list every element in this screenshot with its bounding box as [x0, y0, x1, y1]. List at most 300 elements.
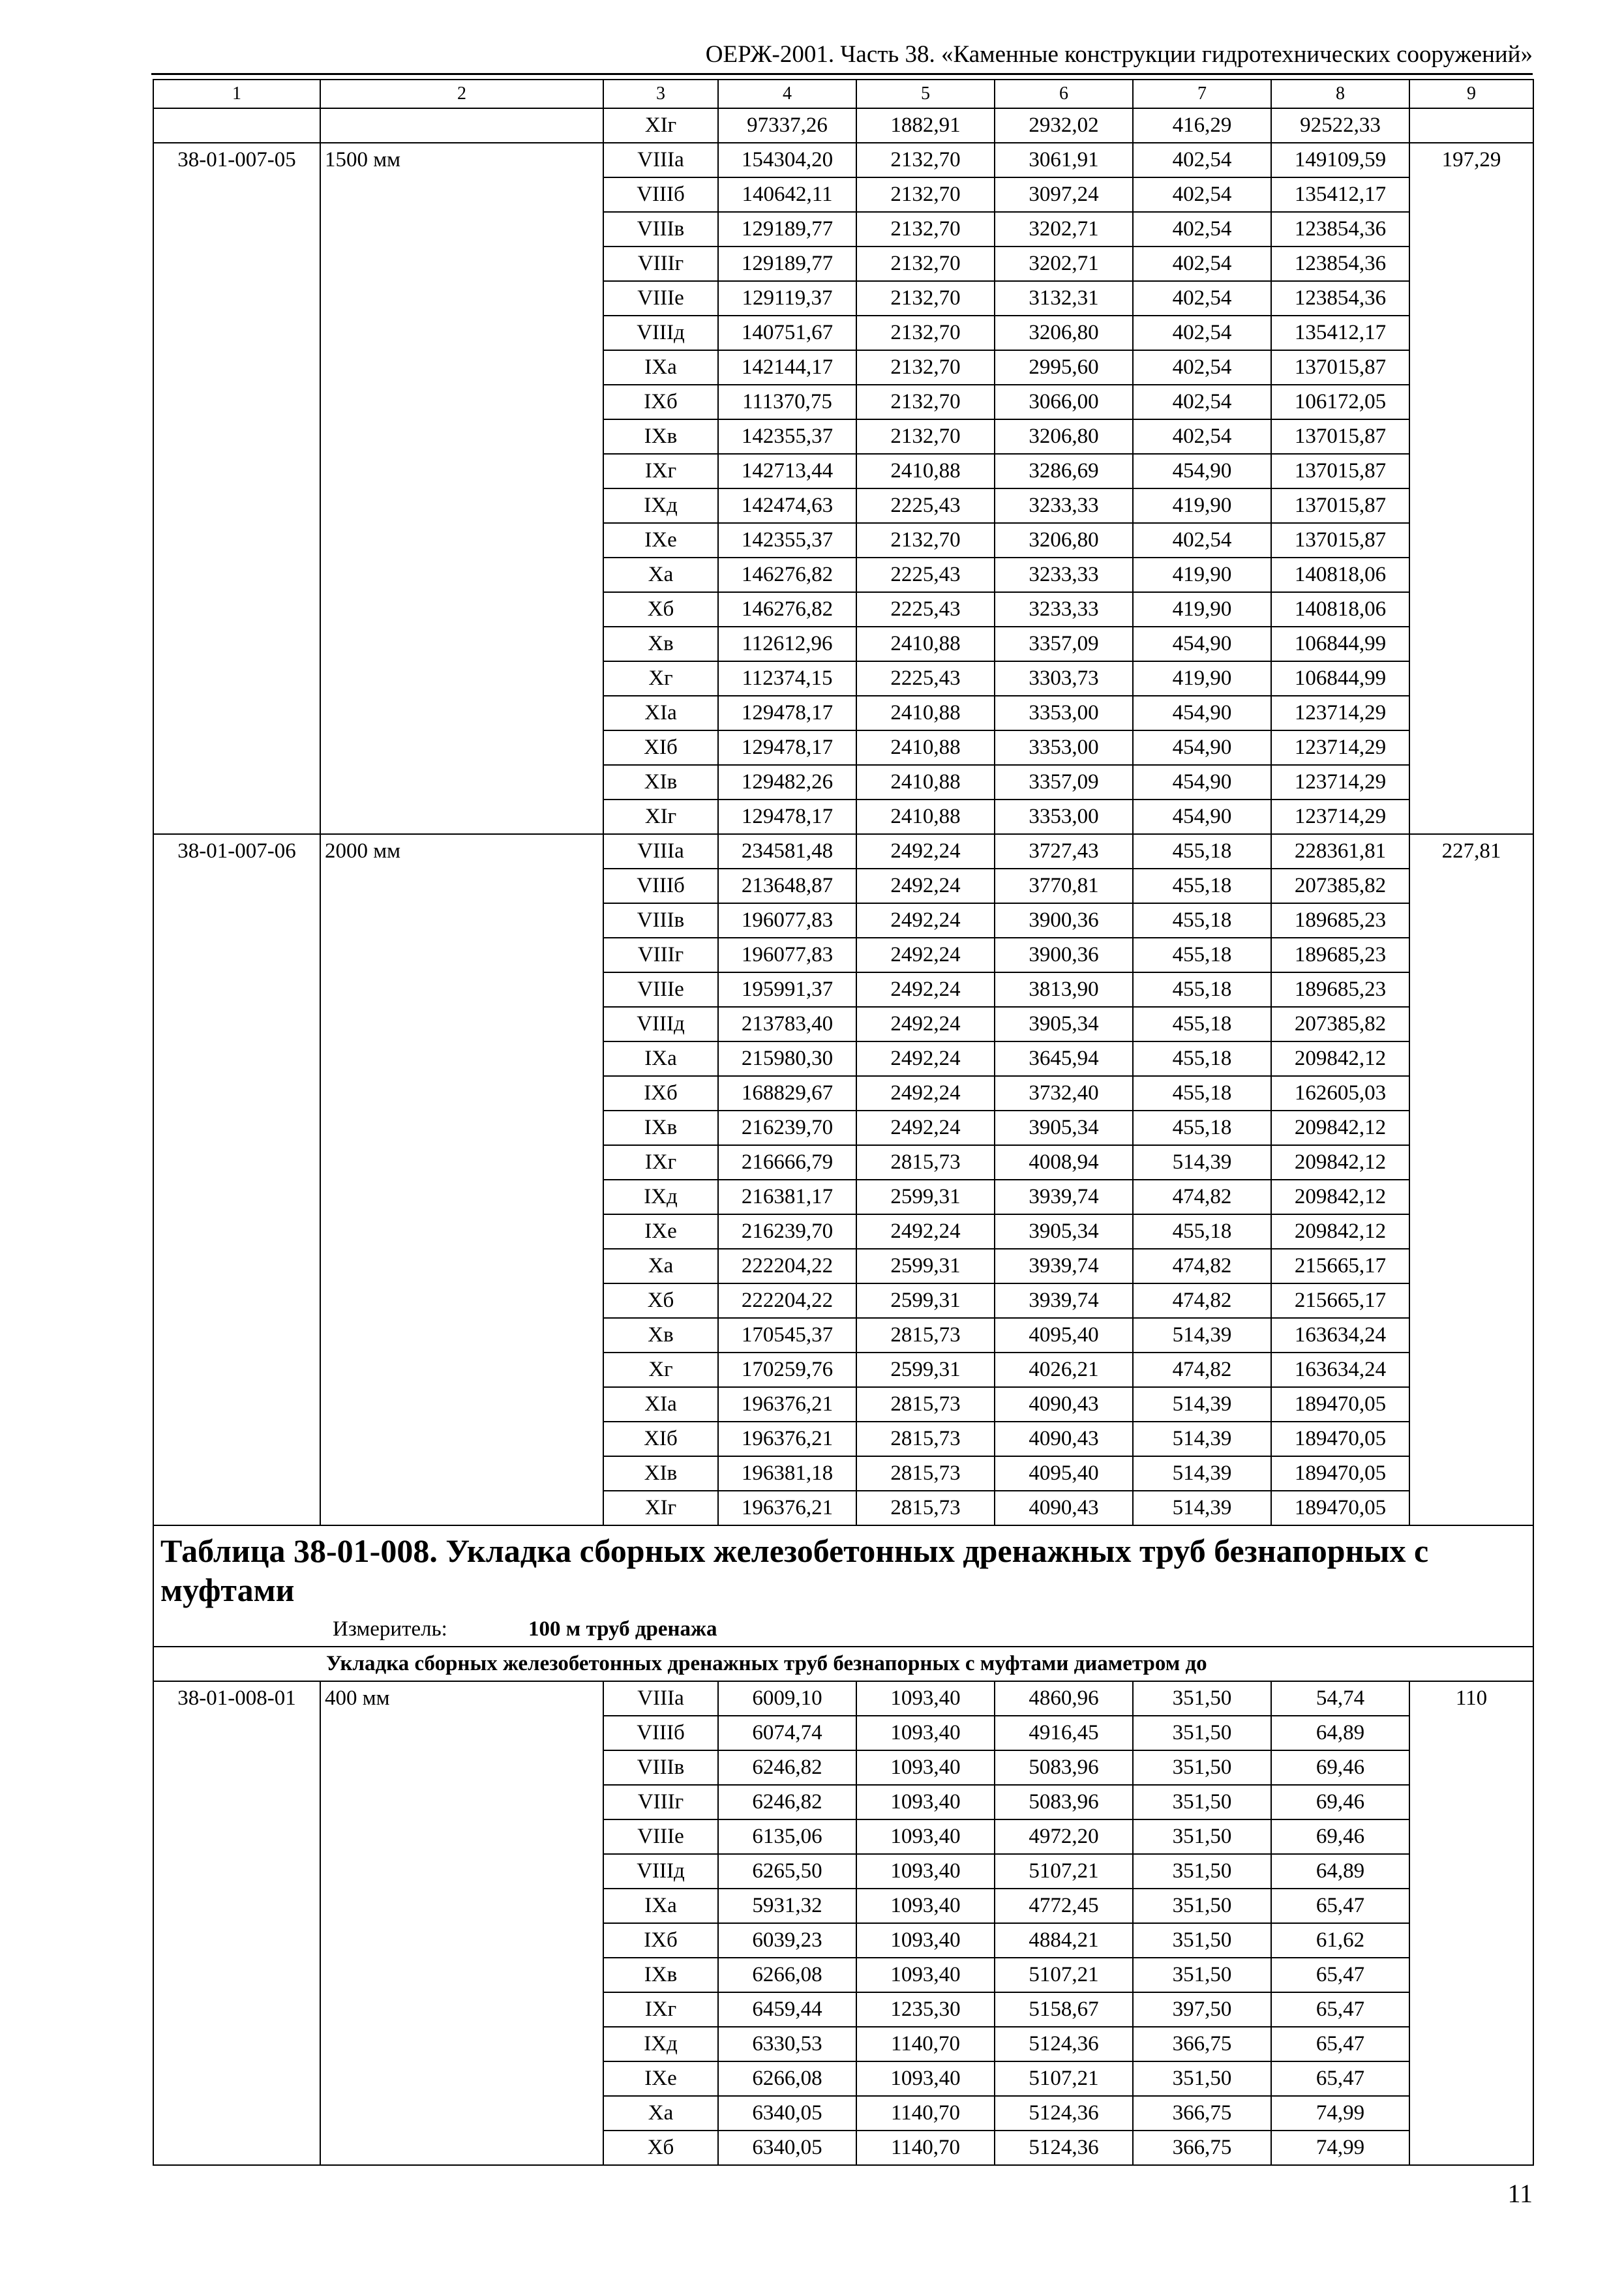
value-cell: 196077,83	[718, 903, 856, 938]
value-cell: 189470,05	[1271, 1422, 1409, 1456]
value-cell: 3357,09	[995, 765, 1133, 800]
zone-cell: VIIIб	[603, 869, 718, 903]
value-cell: 402,54	[1133, 247, 1271, 281]
value-cell: 402,54	[1133, 350, 1271, 385]
value-cell: 351,50	[1133, 1889, 1271, 1923]
value-cell: 3357,09	[995, 627, 1133, 661]
value-cell: 2492,24	[856, 1111, 995, 1145]
zone-cell: Xв	[603, 1318, 718, 1353]
value-cell: 402,54	[1133, 281, 1271, 316]
value-cell: 65,47	[1271, 2061, 1409, 2096]
value-cell: 351,50	[1133, 1923, 1271, 1958]
value-cell: 3813,90	[995, 972, 1133, 1007]
value-cell: 3732,40	[995, 1076, 1133, 1111]
value-cell: 129478,17	[718, 800, 856, 834]
column-number: 3	[603, 80, 718, 108]
value-cell: 351,50	[1133, 1819, 1271, 1854]
column-number: 8	[1271, 80, 1409, 108]
value-cell: 2492,24	[856, 1007, 995, 1041]
table-title: Таблица 38-01-008. Укладка сборных железобетонных дренажных труб безнапорных с муфтами	[160, 1533, 1429, 1608]
value-cell: 6459,44	[718, 1992, 856, 2027]
value-cell: 74,99	[1271, 2096, 1409, 2131]
zone-cell: XIa	[603, 1387, 718, 1422]
value-cell: 209842,12	[1271, 1145, 1409, 1180]
value-cell: 454,90	[1133, 627, 1271, 661]
value-cell: 65,47	[1271, 1992, 1409, 2027]
value-cell: 2815,73	[856, 1387, 995, 1422]
measure-label: Измеритель:	[333, 1617, 447, 1641]
zone-cell: IXг	[603, 1145, 718, 1180]
value-cell: 189470,05	[1271, 1387, 1409, 1422]
value-cell: 2599,31	[856, 1180, 995, 1214]
value-cell: 455,18	[1133, 903, 1271, 938]
value-cell: 2132,70	[856, 281, 995, 316]
value-cell: 3061,91	[995, 143, 1133, 177]
measure-line	[160, 1615, 1526, 1643]
zone-cell: VIIIб	[603, 1716, 718, 1750]
value-cell: 402,54	[1133, 143, 1271, 177]
rate-param: 110	[1409, 1681, 1533, 2165]
value-cell: 5124,36	[995, 2131, 1133, 2165]
value-cell: 3900,36	[995, 938, 1133, 972]
value-cell: 2815,73	[856, 1422, 995, 1456]
value-cell: 1093,40	[856, 1889, 995, 1923]
zone-cell: IXг	[603, 454, 718, 488]
value-cell: 222204,22	[718, 1249, 856, 1283]
value-cell: 135412,17	[1271, 177, 1409, 212]
table-subheading: Укладка сборных железобетонных дренажных труб безнапорных с муфтами диаметром до	[153, 1647, 1533, 1681]
value-cell: 196376,21	[718, 1387, 856, 1422]
value-cell: 1140,70	[856, 2027, 995, 2061]
value-cell: 3353,00	[995, 730, 1133, 765]
value-cell: 1093,40	[856, 1819, 995, 1854]
column-number: 6	[995, 80, 1133, 108]
value-cell: 1093,40	[856, 1958, 995, 1992]
value-cell: 351,50	[1133, 1681, 1271, 1716]
value-cell: 1093,40	[856, 1785, 995, 1819]
value-cell: 135412,17	[1271, 316, 1409, 350]
value-cell: 2225,43	[856, 661, 995, 696]
value-cell: 129482,26	[718, 765, 856, 800]
value-cell: 416,29	[1133, 108, 1271, 143]
value-cell: 3353,00	[995, 800, 1133, 834]
column-number: 7	[1133, 80, 1271, 108]
value-cell: 2410,88	[856, 627, 995, 661]
value-cell: 2492,24	[856, 1041, 995, 1076]
value-cell: 2225,43	[856, 592, 995, 627]
value-cell: 5083,96	[995, 1750, 1133, 1785]
value-cell: 3905,34	[995, 1111, 1133, 1145]
value-cell: 65,47	[1271, 2027, 1409, 2061]
value-cell: 4095,40	[995, 1318, 1133, 1353]
value-cell: 137015,87	[1271, 350, 1409, 385]
value-cell: 3303,73	[995, 661, 1133, 696]
value-cell: 2492,24	[856, 972, 995, 1007]
rate-name: 1500 мм	[320, 143, 603, 834]
value-cell: 69,46	[1271, 1750, 1409, 1785]
value-cell: 455,18	[1133, 1214, 1271, 1249]
value-cell: 4026,21	[995, 1353, 1133, 1387]
value-cell: 2225,43	[856, 488, 995, 523]
value-cell: 1093,40	[856, 1681, 995, 1716]
value-cell: 137015,87	[1271, 523, 1409, 558]
value-cell: 215665,17	[1271, 1249, 1409, 1283]
rate-param	[1409, 108, 1533, 143]
value-cell: 216239,70	[718, 1111, 856, 1145]
value-cell: 142713,44	[718, 454, 856, 488]
value-cell: 2132,70	[856, 177, 995, 212]
value-cell: 1140,70	[856, 2096, 995, 2131]
value-cell: 455,18	[1133, 1111, 1271, 1145]
value-cell: 97337,26	[718, 108, 856, 143]
value-cell: 137015,87	[1271, 419, 1409, 454]
value-cell: 106844,99	[1271, 661, 1409, 696]
value-cell: 170259,76	[718, 1353, 856, 1387]
value-cell: 162605,03	[1271, 1076, 1409, 1111]
value-cell: 64,89	[1271, 1716, 1409, 1750]
value-cell: 2492,24	[856, 1214, 995, 1249]
value-cell: 5083,96	[995, 1785, 1133, 1819]
value-cell: 129478,17	[718, 730, 856, 765]
value-cell: 4090,43	[995, 1422, 1133, 1456]
value-cell: 92522,33	[1271, 108, 1409, 143]
value-cell: 216239,70	[718, 1214, 856, 1249]
zone-cell: Xб	[603, 1283, 718, 1318]
value-cell: 514,39	[1133, 1422, 1271, 1456]
page-header: ОЕРЖ-2001. Часть 38. «Каменные конструкции гидротехнических сооружений»	[705, 41, 1533, 68]
value-cell: 69,46	[1271, 1785, 1409, 1819]
value-cell: 1093,40	[856, 1716, 995, 1750]
value-cell: 2492,24	[856, 938, 995, 972]
value-cell: 6266,08	[718, 2061, 856, 2096]
zone-cell: IXе	[603, 523, 718, 558]
value-cell: 2410,88	[856, 696, 995, 730]
value-cell: 129189,77	[718, 212, 856, 247]
value-cell: 61,62	[1271, 1923, 1409, 1958]
value-cell: 2599,31	[856, 1353, 995, 1387]
value-cell: 402,54	[1133, 419, 1271, 454]
zone-cell: VIIIв	[603, 1750, 718, 1785]
value-cell: 209842,12	[1271, 1041, 1409, 1076]
value-cell: 64,89	[1271, 1854, 1409, 1889]
value-cell: 514,39	[1133, 1456, 1271, 1491]
value-cell: 6074,74	[718, 1716, 856, 1750]
zone-cell: IXд	[603, 488, 718, 523]
value-cell: 2410,88	[856, 765, 995, 800]
value-cell: 514,39	[1133, 1491, 1271, 1525]
value-cell: 189470,05	[1271, 1491, 1409, 1525]
value-cell: 170545,37	[718, 1318, 856, 1353]
column-number: 9	[1409, 80, 1533, 108]
value-cell: 5124,36	[995, 2096, 1133, 2131]
value-cell: 1093,40	[856, 1854, 995, 1889]
value-cell: 455,18	[1133, 869, 1271, 903]
value-cell: 2599,31	[856, 1249, 995, 1283]
value-cell: 6039,23	[718, 1923, 856, 1958]
column-number: 2	[320, 80, 603, 108]
value-cell: 455,18	[1133, 1041, 1271, 1076]
value-cell: 196381,18	[718, 1456, 856, 1491]
value-cell: 142474,63	[718, 488, 856, 523]
value-cell: 3097,24	[995, 177, 1133, 212]
zone-cell: IXб	[603, 1076, 718, 1111]
value-cell: 474,82	[1133, 1249, 1271, 1283]
value-cell: 112612,96	[718, 627, 856, 661]
value-cell: 189685,23	[1271, 938, 1409, 972]
header-rule	[151, 73, 1533, 75]
value-cell: 351,50	[1133, 1716, 1271, 1750]
value-cell: 2932,02	[995, 108, 1133, 143]
rate-name: 400 мм	[320, 1681, 603, 2165]
value-cell: 3202,71	[995, 247, 1133, 281]
value-cell: 3233,33	[995, 558, 1133, 592]
value-cell: 4972,20	[995, 1819, 1133, 1854]
value-cell: 6340,05	[718, 2096, 856, 2131]
zone-cell: IXa	[603, 350, 718, 385]
value-cell: 474,82	[1133, 1180, 1271, 1214]
rate-code: 38-01-008-01	[153, 1681, 320, 2165]
zone-cell: XIг	[603, 108, 718, 143]
zone-cell: VIIIa	[603, 834, 718, 869]
value-cell: 137015,87	[1271, 454, 1409, 488]
table-title-row	[153, 1525, 1533, 1647]
value-cell: 6246,82	[718, 1785, 856, 1819]
value-cell: 3206,80	[995, 419, 1133, 454]
value-cell: 351,50	[1133, 1750, 1271, 1785]
value-cell: 189685,23	[1271, 903, 1409, 938]
value-cell: 2815,73	[856, 1145, 995, 1180]
zone-cell: IXб	[603, 1923, 718, 1958]
value-cell: 3645,94	[995, 1041, 1133, 1076]
value-cell: 140818,06	[1271, 592, 1409, 627]
value-cell: 2132,70	[856, 143, 995, 177]
rate-code: 38-01-007-05	[153, 143, 320, 834]
zone-cell: IXд	[603, 2027, 718, 2061]
price-table-body	[153, 80, 1533, 2165]
value-cell: 2492,24	[856, 834, 995, 869]
value-cell: 2492,24	[856, 1076, 995, 1111]
value-cell: 222204,22	[718, 1283, 856, 1318]
value-cell: 123714,29	[1271, 765, 1409, 800]
table-row	[153, 108, 1533, 143]
value-cell: 3233,33	[995, 592, 1133, 627]
value-cell: 455,18	[1133, 1076, 1271, 1111]
zone-cell: Xa	[603, 558, 718, 592]
value-cell: 5158,67	[995, 1992, 1133, 2027]
value-cell: 454,90	[1133, 454, 1271, 488]
value-cell: 3066,00	[995, 385, 1133, 419]
zone-cell: XIб	[603, 1422, 718, 1456]
value-cell: 454,90	[1133, 800, 1271, 834]
value-cell: 2410,88	[856, 730, 995, 765]
value-cell: 1093,40	[856, 1923, 995, 1958]
value-cell: 5931,32	[718, 1889, 856, 1923]
zone-cell: Xг	[603, 1353, 718, 1387]
value-cell: 514,39	[1133, 1145, 1271, 1180]
rate-code	[153, 108, 320, 143]
value-cell: 2132,70	[856, 385, 995, 419]
zone-cell: VIIIд	[603, 1007, 718, 1041]
value-cell: 228361,81	[1271, 834, 1409, 869]
value-cell: 402,54	[1133, 523, 1271, 558]
value-cell: 455,18	[1133, 834, 1271, 869]
value-cell: 351,50	[1133, 1854, 1271, 1889]
table-row	[153, 834, 1533, 869]
value-cell: 419,90	[1133, 661, 1271, 696]
value-cell: 351,50	[1133, 2061, 1271, 2096]
value-cell: 454,90	[1133, 696, 1271, 730]
value-cell: 1882,91	[856, 108, 995, 143]
value-cell: 54,74	[1271, 1681, 1409, 1716]
value-cell: 196376,21	[718, 1422, 856, 1456]
value-cell: 3939,74	[995, 1249, 1133, 1283]
zone-cell: VIIIa	[603, 143, 718, 177]
value-cell: 3770,81	[995, 869, 1133, 903]
value-cell: 4090,43	[995, 1491, 1133, 1525]
value-cell: 351,50	[1133, 1958, 1271, 1992]
value-cell: 3353,00	[995, 696, 1133, 730]
value-cell: 111370,75	[718, 385, 856, 419]
value-cell: 397,50	[1133, 1992, 1271, 2027]
value-cell: 189470,05	[1271, 1456, 1409, 1491]
value-cell: 6330,53	[718, 2027, 856, 2061]
value-cell: 123854,36	[1271, 247, 1409, 281]
value-cell: 5107,21	[995, 1958, 1133, 1992]
value-cell: 215665,17	[1271, 1283, 1409, 1318]
zone-cell: VIIIе	[603, 1819, 718, 1854]
value-cell: 1093,40	[856, 2061, 995, 2096]
value-cell: 419,90	[1133, 558, 1271, 592]
value-cell: 4884,21	[995, 1923, 1133, 1958]
value-cell: 149109,59	[1271, 143, 1409, 177]
zone-cell: IXе	[603, 1214, 718, 1249]
value-cell: 1140,70	[856, 2131, 995, 2165]
value-cell: 4860,96	[995, 1681, 1133, 1716]
value-cell: 351,50	[1133, 1785, 1271, 1819]
column-number-row	[153, 80, 1533, 108]
column-number: 4	[718, 80, 856, 108]
zone-cell: IXб	[603, 385, 718, 419]
value-cell: 69,46	[1271, 1819, 1409, 1854]
rate-name	[320, 108, 603, 143]
value-cell: 137015,87	[1271, 488, 1409, 523]
value-cell: 106844,99	[1271, 627, 1409, 661]
zone-cell: Xa	[603, 2096, 718, 2131]
value-cell: 3206,80	[995, 316, 1133, 350]
value-cell: 209842,12	[1271, 1111, 1409, 1145]
value-cell: 3905,34	[995, 1007, 1133, 1041]
value-cell: 216666,79	[718, 1145, 856, 1180]
value-cell: 1235,30	[856, 1992, 995, 2027]
value-cell: 123714,29	[1271, 800, 1409, 834]
value-cell: 2132,70	[856, 212, 995, 247]
value-cell: 419,90	[1133, 488, 1271, 523]
value-cell: 142144,17	[718, 350, 856, 385]
value-cell: 3132,31	[995, 281, 1133, 316]
value-cell: 65,47	[1271, 1958, 1409, 1992]
value-cell: 146276,82	[718, 558, 856, 592]
value-cell: 454,90	[1133, 730, 1271, 765]
rate-code: 38-01-007-06	[153, 834, 320, 1525]
value-cell: 3206,80	[995, 523, 1133, 558]
value-cell: 2410,88	[856, 454, 995, 488]
value-cell: 2132,70	[856, 419, 995, 454]
value-cell: 140642,11	[718, 177, 856, 212]
zone-cell: IXa	[603, 1041, 718, 1076]
value-cell: 454,90	[1133, 765, 1271, 800]
rate-name: 2000 мм	[320, 834, 603, 1525]
zone-cell: VIIIе	[603, 972, 718, 1007]
value-cell: 366,75	[1133, 2096, 1271, 2131]
value-cell: 455,18	[1133, 938, 1271, 972]
value-cell: 2132,70	[856, 247, 995, 281]
zone-cell: Xб	[603, 592, 718, 627]
value-cell: 4008,94	[995, 1145, 1133, 1180]
value-cell: 6009,10	[718, 1681, 856, 1716]
zone-cell: VIIIв	[603, 903, 718, 938]
value-cell: 3939,74	[995, 1180, 1133, 1214]
zone-cell: VIIIб	[603, 177, 718, 212]
value-cell: 402,54	[1133, 385, 1271, 419]
value-cell: 474,82	[1133, 1353, 1271, 1387]
value-cell: 196376,21	[718, 1491, 856, 1525]
zone-cell: Xг	[603, 661, 718, 696]
value-cell: 216381,17	[718, 1180, 856, 1214]
value-cell: 123714,29	[1271, 730, 1409, 765]
value-cell: 234581,48	[718, 834, 856, 869]
zone-cell: VIIIг	[603, 247, 718, 281]
value-cell: 3202,71	[995, 212, 1133, 247]
value-cell: 366,75	[1133, 2131, 1271, 2165]
table-title-cell	[153, 1525, 1533, 1647]
value-cell: 4772,45	[995, 1889, 1133, 1923]
value-cell: 209842,12	[1271, 1180, 1409, 1214]
measure-value: 100 м труб дренажа	[528, 1617, 717, 1641]
zone-cell: XIг	[603, 1491, 718, 1525]
zone-cell: IXa	[603, 1889, 718, 1923]
zone-cell: IXв	[603, 1958, 718, 1992]
zone-cell: VIIIд	[603, 1854, 718, 1889]
zone-cell: VIIIв	[603, 212, 718, 247]
value-cell: 168829,67	[718, 1076, 856, 1111]
value-cell: 142355,37	[718, 523, 856, 558]
zone-cell: IXд	[603, 1180, 718, 1214]
value-cell: 6135,06	[718, 1819, 856, 1854]
value-cell: 2492,24	[856, 903, 995, 938]
value-cell: 2815,73	[856, 1456, 995, 1491]
zone-cell: XIв	[603, 765, 718, 800]
value-cell: 6246,82	[718, 1750, 856, 1785]
value-cell: 6266,08	[718, 1958, 856, 1992]
zone-cell: XIг	[603, 800, 718, 834]
value-cell: 3939,74	[995, 1283, 1133, 1318]
value-cell: 3286,69	[995, 454, 1133, 488]
value-cell: 142355,37	[718, 419, 856, 454]
value-cell: 65,47	[1271, 1889, 1409, 1923]
value-cell: 2132,70	[856, 316, 995, 350]
value-cell: 207385,82	[1271, 869, 1409, 903]
value-cell: 514,39	[1133, 1318, 1271, 1353]
value-cell: 6265,50	[718, 1854, 856, 1889]
value-cell: 2995,60	[995, 350, 1133, 385]
value-cell: 207385,82	[1271, 1007, 1409, 1041]
value-cell: 5107,21	[995, 2061, 1133, 2096]
value-cell: 402,54	[1133, 177, 1271, 212]
value-cell: 3905,34	[995, 1214, 1133, 1249]
zone-cell: VIIIе	[603, 281, 718, 316]
zone-cell: Xв	[603, 627, 718, 661]
table-row	[153, 143, 1533, 177]
